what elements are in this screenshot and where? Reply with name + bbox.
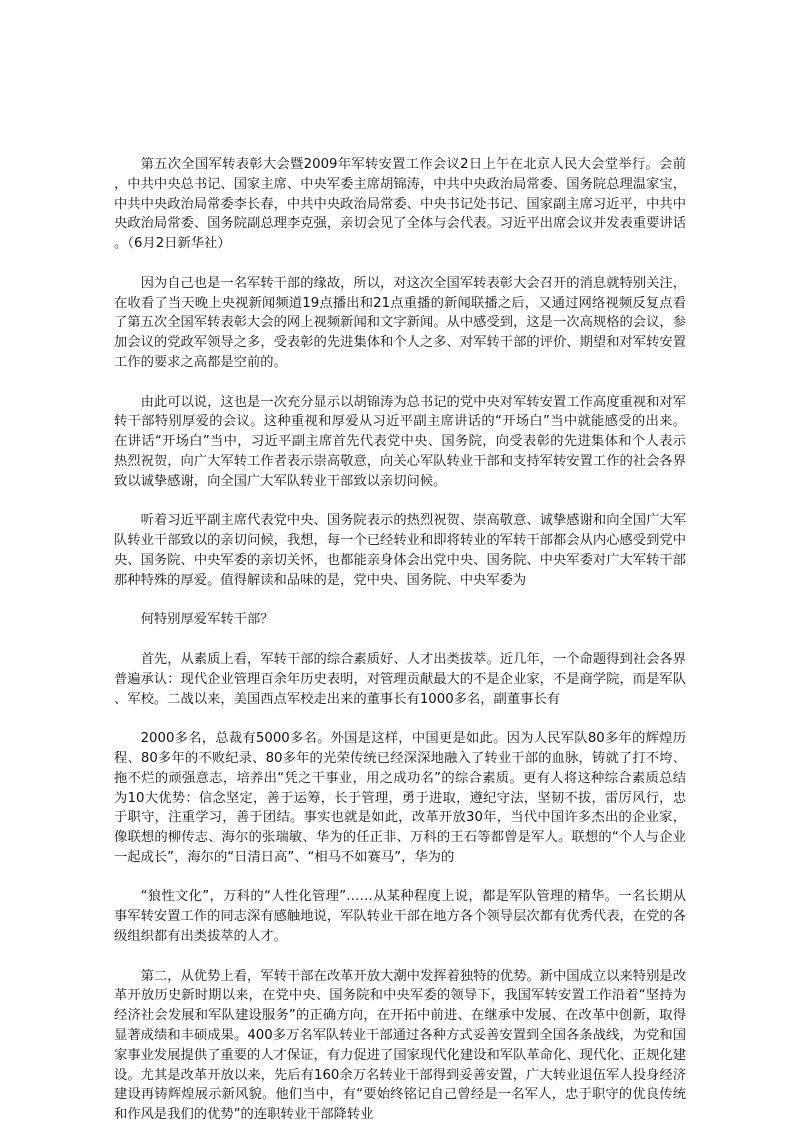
paragraph-question: 何特别厚爱军转干部？ [140,612,274,628]
paragraph-personal-concern: 因为自己也是一名军转干部的缘故，所以，对这次全国军转表彰大会召开的消息就特别关注，在收看了当天晚上央视新闻频道19点播出和21点重播的新闻联播之后，又通过网络视频反复点看了第五次全国军转表彰大会的网上视频新闻和文字新闻。从中感受到，这是一次高规格的会议，参加会议的党政军领导之多，受表彰的先进集体和个人之多、对军转干部的评价、期望和对军转安置工作的要求之高都是空前的。 [114,275,686,370]
paragraph-quality: 首先，从素质上看，军转干部的综合素质好、人才出类拔萃。近几年，一个命题得到社会各界普遍承认：现代企业管理百余年历史表明，对管理贡献最大的不是企业家，不是商学院，而是军队、军校。二战以来，美国西点军校走出来的董事长有1000多名，副董事长有 [114,651,686,707]
paragraph-high-regard: 由此可以说，这也是一次充分显示以胡锦涛为总书记的党中央对军转安置工作高度重视和对军转干部特别厚爱的会议。这种重视和厚爱从习近平副主席讲话的“开场白”当中就能感受的出来。在讲话“开场白”当中，习近平副主席首先代表党中央、国务院，向受表彰的先进集体和个人表示热烈祝贺，向广大军转工作者表示崇高敬意，向关心军队转业干部和支持军转安置工作的社会各界致以诚挚感谢，向全国广大军队转业干部致以亲切问候。 [114,394,686,489]
document-page [114,155,686,1145]
paragraph-advantage: 第二，从优势上看，军转干部在改革开放大潮中发挥着独特的优势。新中国成立以来特别是改革开放历史新时期以来，在党中央、国务院和中央军委的领导下，我国军转安置工作沿着“坚持为经济社会发展和军队建设服务”的正确方向，在开拓中前进、在继承中发展、在改革中创新，取得显著成绩和丰硕成果。400多万名军队转业干部通过各种方式妥善安置到全国各条战线，为党和国家事业发展提供了重要的人才保证，有力促进了国家现代化建设和军队革命化、现代化、正规化建设。尤其是改革开放以来，先后有160余万名转业干部得到妥善安置，广大转业退伍军人投身经济建设再铸辉煌展示新风貌。他们当中，有“要始终铭记自己曾经是一名军人，忠于职守的优良传统和作风是我们的优势”的连职转业干部降转业 [114,968,686,1123]
paragraph-culture: “狼性文化”，万科的“人性化管理”……从某种程度上说，都是军队管理的精华。一名长期从事军转安置工作的同志深有感触地说，军队转业干部在地方各个领导层次都有优秀代表，在党的各级组织都有出类拔萃的人才。 [114,889,686,945]
paragraph-meeting-report: 第五次全国军转表彰大会暨2009年军转安置工作会议2日上午在北京人民大会堂举行。会前，中共中央总书记、国家主席、中央军委主席胡锦涛，中共中央政治局常委、国务院总理温家宝，中共中央政治局常委李长春，中共中央政治局常委、中央书记处书记、国家副主席习近平，中共中央政治局常委、国务院副总理李克强，亲切会见了全体与会代表。习近平出席会议并发表重要讲话。（6月2日新华社） [114,157,686,252]
paragraph-greetings: 听着习近平副主席代表党中央、国务院表示的热烈祝贺、崇高敬意、诚挚感谢和向全国广大军队转业干部致以的亲切问候，我想，每一个已经转业和即将转业的军转干部都会从内心感受到党中央、国务院、中央军委的亲切关怀，也都能亲身体会出党中央、国务院、中央军委对广大军转干部那种特殊的厚爱。值得解读和品味的是，党中央、国务院、中央军委为 [114,513,686,588]
paragraph-strengths: 2000多名，总裁有5000多名。外国是这样，中国更是如此。因为人民军队80多年的辉煌历程、80多年的不败纪录、80多年的光荣传统已经深深地融入了转业干部的血脉，铸就了打不垮、拖不烂的顽强意志，培养出“凭之干事业，用之成功名”的综合素质。更有人将这种综合素质总结为10大优势：信念坚定，善于运筹，长于管理，勇于进取，遵纪守法，坚韧不拔，雷厉风行，忠于职守，注重学习，善于团结。事实也就是如此，改革开放30年，当代中国许多杰出的企业家，像联想的柳传志、海尔的张瑞敏、华为的任正非、万科的王石等都曾是军人。联想的“个人与企业一起成长”，海尔的“日清日高”、“相马不如赛马”，华为的 [114,731,686,865]
